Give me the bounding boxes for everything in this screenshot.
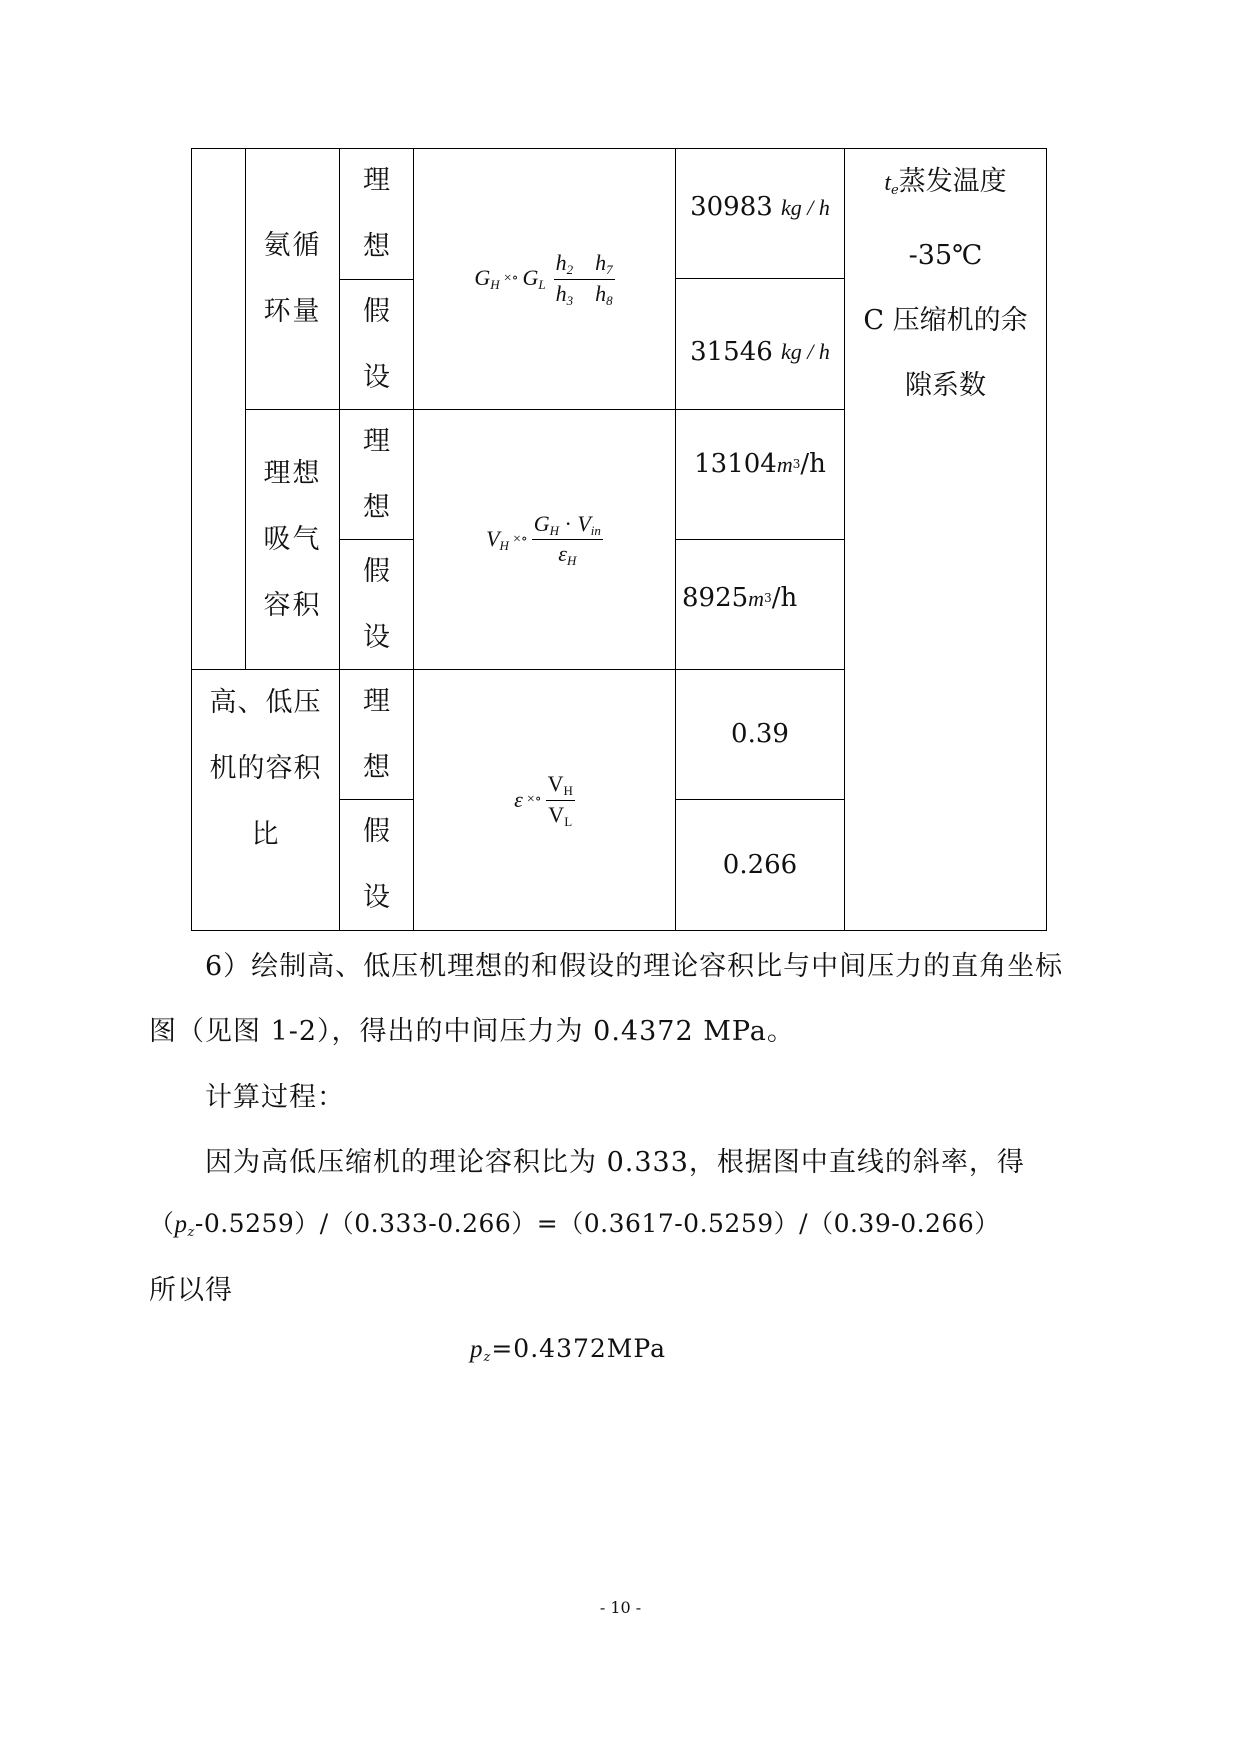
unit-text: kg / h: [781, 194, 830, 220]
value-cell: [676, 800, 844, 930]
paragraph: 图（见图 1-2），得出的中间压力为 0.4372 MPa。: [149, 1016, 795, 1047]
type-char: 理: [363, 685, 390, 717]
row-label-line: 比: [251, 819, 280, 850]
table-border-bottom: [191, 930, 1047, 931]
type-char: 想: [363, 751, 390, 783]
type-cell-assumed: [340, 800, 413, 930]
note-line: $t_e$蒸发温度: [884, 166, 1007, 198]
row-label-line: 吸气: [263, 523, 322, 555]
equation-line: $(p_z-0.5259)/(0.333-0.266)=(0.3617-0.5259)/(0.39-0.266)$: [149, 1209, 1000, 1240]
paragraph: 所以得: [149, 1275, 233, 1306]
type-cell-assumed: [340, 280, 413, 409]
type-char: 设: [363, 361, 390, 393]
value-cell: [676, 279, 844, 409]
row-label: [246, 410, 339, 669]
result-equation: $p_z=0.4372MPa$: [470, 1334, 666, 1365]
row-label: [192, 670, 339, 930]
row-label-line: 容积: [263, 589, 322, 621]
note-line: 隙系数: [905, 370, 986, 401]
value-cell: [676, 149, 844, 278]
value-text: 0.266: [722, 849, 798, 880]
paragraph: 因为高低压缩机的理论容积比为 0.333，根据图中直线的斜率，得: [205, 1147, 1025, 1178]
row-label-line: 机的容积: [209, 753, 322, 784]
value-cell: 13104 m 3 /h: [694, 449, 826, 480]
row-label-line: 环量: [263, 296, 322, 327]
type-cell-ideal: [340, 149, 413, 279]
row-label-line: 理想: [263, 457, 322, 489]
formula-suction-volume: $V_H$ ×∘ $\frac{G_H \cdot V_{in}}{\varepsilon_H}$: [486, 510, 601, 568]
value-text: 31546: [690, 336, 773, 367]
type-char: 假: [363, 295, 390, 327]
value-text: 13104: [694, 449, 777, 480]
type-cell-ideal: [340, 410, 413, 539]
type-char: 设: [363, 882, 390, 913]
value-text: 8925: [682, 583, 749, 614]
type-char: 理: [363, 425, 390, 457]
formula-volume-ratio: ε ×∘ $\frac{V_H}{V_L}$: [514, 771, 573, 829]
type-char: 假: [363, 555, 390, 587]
row-label: [246, 149, 339, 409]
row-label-line: 氨循: [263, 230, 322, 261]
note-line: C 压缩机的余: [863, 305, 1028, 336]
value-cell: [676, 670, 844, 799]
value-text: 0.39: [731, 719, 789, 750]
note-cell: [845, 149, 1046, 418]
page-number: - 10 -: [599, 1598, 642, 1617]
type-char: 想: [363, 491, 390, 523]
type-char: 理: [363, 165, 390, 196]
type-char: 设: [363, 621, 390, 653]
paragraph: 6）绘制高、低压机理想的和假设的理论容积比与中间压力的直角坐标: [205, 951, 1064, 982]
table-border-right: [1046, 148, 1047, 931]
unit-text: kg / h: [781, 339, 830, 365]
note-line: -35℃: [908, 240, 983, 271]
type-cell-ideal: [340, 670, 413, 799]
type-cell-assumed: [340, 540, 413, 669]
row-label-line: 高、低压: [209, 687, 322, 718]
paragraph: 计算过程：: [205, 1082, 345, 1113]
formula-mass-flow: $G_H$ ×∘ $G_L$ $\frac{h_2 h_7}{h_3 h_8}$: [474, 250, 613, 308]
value-text: 30983: [690, 192, 773, 223]
value-cell: 8925 m 3 /h: [682, 583, 798, 614]
type-char: 想: [363, 231, 390, 262]
type-char: 假: [363, 816, 390, 847]
